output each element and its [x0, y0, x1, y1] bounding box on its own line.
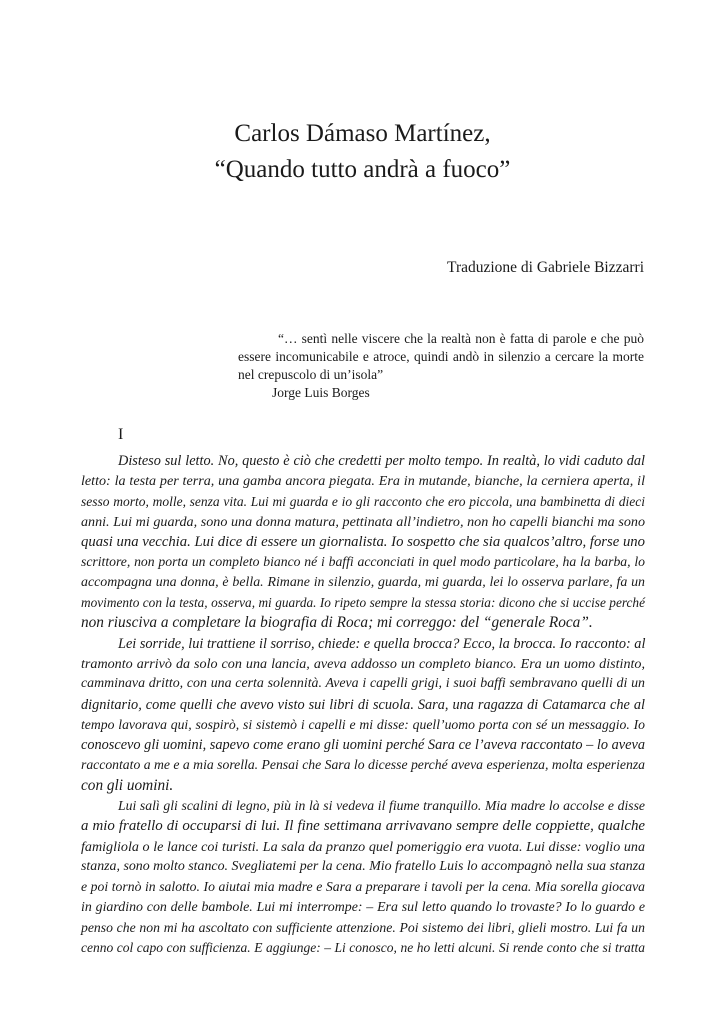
text-line: accompagna una donna, è bella. Rimane in silenzio, guarda, mi guarda, lei lo osserva parlare, fa un [81, 574, 645, 590]
text-line: famigliola o le lance coi turisti. La sala da pranzo quel pomeriggio era vuota. Lui disse: voglio una [81, 838, 645, 855]
title-author: Carlos Dámaso Martínez, [234, 120, 491, 147]
text-line: tempo lavorava qui, sospirò, si sistemò i capelli e mi disse: quell’uomo porta con sé un messaggio. Io [81, 716, 645, 732]
text-line: conoscevo gli uomini, sapevo come erano gli uomini perché Sara ce l’aveva raccontato – lo aveva [81, 737, 645, 754]
text-line: quasi una vecchia. Lui dice di essere un giornalista. Io sospetto che sia qualcos’altro, forse uno [81, 534, 645, 551]
text-line: Lei sorride, lui trattiene il sorriso, chiede: e quella brocca? Ecco, la brocca. Io racconto: al [118, 635, 646, 652]
epigraph-line: “… sentì nelle viscere che la realtà non è fatta di parole e che può [278, 331, 644, 346]
text-line: dignitario, come quelli che avevo visto sui libri di scuola. Sara, una ragazza di Catamarca che al [81, 696, 645, 713]
text-line: penso che non mi ha ascoltato con sufficiente attenzione. Poi sistemo dei libri, glieli mostro. Lui fa un [81, 919, 645, 935]
epigraph-line: essere incomunicabile e atroce, quindi andò in silenzio a cercare la morte [238, 349, 644, 364]
text-line: camminava dritto, con una certa solennità. Aveva i capelli grigi, i suoi baffi sembravano quelli di un [81, 676, 645, 692]
text-line: scrittore, non porta un completo bianco né i baffi acconciati in quel modo particolare, ha la barba, lo [81, 554, 645, 570]
text-line: tramonto arrivò da solo con una lancia, aveva addosso un completo bianco. Era un uomo distinto, [81, 655, 645, 672]
epigraph [238, 330, 644, 402]
text-line: e poi tornò in salotto. Io aiutai mia madre e Sara a preparare i tavoli per la cena. Mia sorella giocava [81, 879, 645, 895]
text-line: stanza, sono molto stanco. Svegliatemi per la cena. Mio fratello Luis lo accompagnò nella sua stanza [81, 858, 646, 874]
text-line: raccontato a me e a mia sorella. Pensai che Sara lo dicesse perché aveva esperienza, molta esperienza [81, 757, 645, 773]
text-line: Disteso sul letto. No, questo è ciò che credetti per molto tempo. In realtà, lo vidi caduto dal [118, 453, 645, 469]
body-text [81, 451, 645, 958]
text-line: movimento con la testa, osserva, mi guarda. Io ripeto sempre la stessa storia: dicono che si uccise perché [81, 595, 645, 611]
text-line: a mio fratello di occuparsi di lui. Il fine settimana arrivavano sempre delle coppiette, qualche [81, 818, 645, 835]
text-line: in giardino con delle bambole. Lui mi interrompe: – Era sul letto quando lo trovaste? Io lo guardo e [81, 899, 645, 915]
text-line: non riusciva a completare la biografia di Roca; mi correggo: del “generale Roca”. [81, 614, 593, 632]
text-line: letto: la testa per terra, una gamba ancora piegata. Era in mutande, bianche, la cerniera aperta, il [81, 473, 645, 490]
text-line: cenno col capo con sufficienza. E aggiunge: – Li conosco, ne ho letti alcuni. Si rende conto che si tratta [81, 940, 645, 956]
text-line: con gli uomini. [81, 776, 174, 794]
section-number: I [118, 426, 124, 443]
epigraph-line: nel crepuscolo di un’isola” [238, 367, 384, 382]
text-line: sesso morto, molle, senza vita. Lui mi guarda e io gli racconto che ero piccola, una bambinetta di dieci [81, 493, 645, 509]
title-work: “Quando tutto andrà a fuoco” [214, 156, 511, 183]
epigraph-author: Jorge Luis Borges [272, 385, 370, 400]
translator-credit: Traduzione di Gabriele Bizzarri [447, 259, 644, 276]
text-line: Lui salì gli scalini di legno, più in là si vedeva il fiume tranquillo. Mia madre lo accolse e disse [118, 798, 645, 814]
text-line: anni. Lui mi guarda, sono una donna matura, pettinata all’indietro, non ho capelli bianchi ma sono [81, 513, 645, 530]
